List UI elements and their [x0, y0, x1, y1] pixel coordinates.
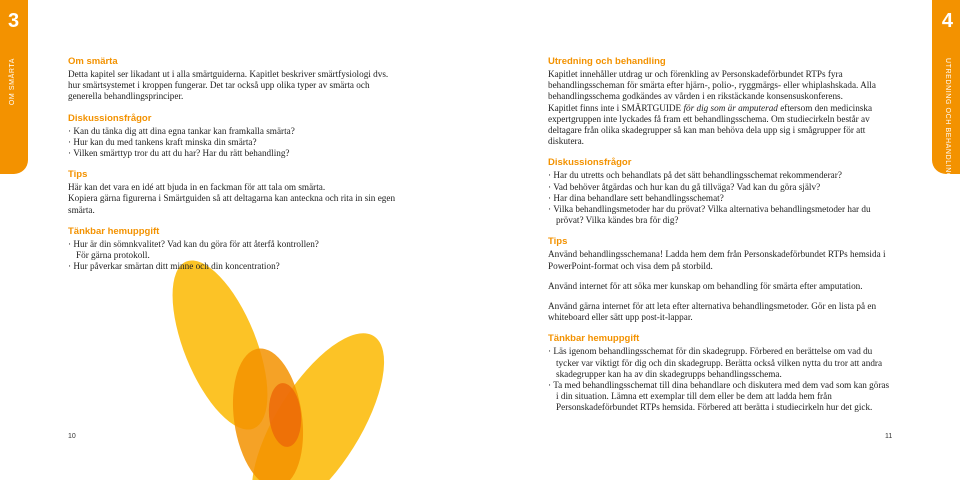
- left-column: [68, 56, 398, 282]
- page-number-right: 11: [885, 433, 893, 440]
- right-tips-text-3: Använd gärna internet för att leta efter alternativa behandlingsmetoder. Gör en lista på en whiteboard eller sätt upp post-it-lappar.: [548, 301, 877, 323]
- left-tips-text-2: Kopiera gärna figurerna i Smärtguiden så att deltagarna kan anteckna och rita in sin egen smärta.: [68, 193, 396, 215]
- chapter-label-right: UTREDNING OCH BEHANDLING: [944, 58, 951, 179]
- chapter-number-left: 3: [8, 10, 20, 32]
- list-item: · Hur påverkar smärtan ditt minne och din koncentration?: [68, 261, 398, 272]
- list-item: · Har du utretts och behandlats på det sätt behandlingsschemat rekommenderar?: [548, 170, 893, 181]
- left-discussion-list: [68, 126, 398, 160]
- left-homework-section: [68, 226, 398, 273]
- list-item: · Kan du tänka dig att dina egna tankar kan framkalla smärta?: [68, 126, 398, 137]
- left-tips-text-1: Här kan det vara en idé att bjuda in en fackman för att tala om smärta.: [68, 182, 326, 193]
- chapter-tab-right: [932, 0, 960, 179]
- right-tips-heading: Tips: [548, 236, 568, 248]
- utredning-text-2-start: Kapitlet finns inte i SMÄRTGUIDE: [548, 102, 684, 113]
- list-item: · Läs igenom behandlingsschemat för din skadegrupp. Förbered en berättelse om vad du tycker var viktigt för dig och din skadegrupp. Berätta också vilken nytta du tror att andra skadegrupper kan ha av din skadegrupps behandlingsschema.: [548, 346, 893, 380]
- utredning-heading: Utredning och behandling: [548, 56, 666, 67]
- list-item: · Hur kan du med tankens kraft minska din smärta?: [68, 137, 398, 148]
- right-homework-section: [548, 333, 893, 413]
- chapter-label-left: OM SMÄRTA: [9, 58, 16, 106]
- list-item: · Har dina behandlare sett behandlingsschemat?: [548, 193, 893, 204]
- right-homework-list: [548, 346, 893, 413]
- petal-illustration: [140, 250, 480, 480]
- utredning-text-2-italic: för dig som är amputerad: [683, 102, 778, 113]
- chapter-number-right: 4: [941, 10, 953, 32]
- left-homework-heading: Tänkbar hemuppgift: [68, 225, 160, 237]
- left-tips-section: [68, 169, 398, 216]
- right-tips-text-2: Använd internet för att söka mer kunskap om behandling för smärta efter amputation.: [548, 280, 863, 291]
- left-discussion-heading: Diskussionsfrågor: [68, 112, 152, 124]
- right-discussion-heading: Diskussionsfrågor: [548, 157, 632, 169]
- right-column: [548, 56, 893, 424]
- list-item: · Ta med behandlingsschemat till dina behandlare och diskutera med dem vad som kan göras i din situation. Lämna ett exemplar till dem eller be dem att ladda hem från Personskadeförbundet RTPs hemsida. Förbered att berätta i studiecirkeln hur det gick.: [548, 380, 893, 414]
- left-tips-heading: Tips: [68, 169, 88, 181]
- page-number-left: 10: [68, 433, 76, 440]
- om-smarta-text: Detta kapitel ser likadant ut i alla smärtguiderna. Kapitlet beskriver smärtfysiologi dvs. hur smärtsystemet i kroppen fungerar. Det tar också upp olika typer av smärta och generella behandlingsprinciper.: [68, 69, 389, 102]
- right-tips-text-1: Använd behandlingsschemana! Ladda hem dem från Personskadeförbundet RTPs hemsida i PowerPoint-format och visa dem på storbild.: [548, 249, 886, 271]
- left-homework-list: [68, 239, 398, 273]
- list-item: · Vilken smärttyp tror du att du har? Har du rätt behandling?: [68, 148, 398, 159]
- om-smarta-section: [68, 56, 398, 103]
- om-smarta-heading: Om smärta: [68, 56, 118, 67]
- utredning-text-2: [548, 103, 893, 148]
- utredning-text-1: Kapitlet innehåller utdrag ur och förenkling av Personskadeförbundet RTPs fyra behandlingsscheman för smärta efter hjärn-, polio-, ryggmärgs- eller whiplashskada. Alla behandlingsschema godkändes av vården i en rikstäckande konsensuskonferens.: [548, 69, 876, 102]
- left-discussion-section: [68, 113, 398, 160]
- chapter-tab-left: [0, 0, 28, 174]
- right-tips-section: [548, 236, 893, 323]
- right-discussion-list: [548, 170, 893, 226]
- utredning-text-2-end: eftersom den medicinska expertgruppen inte lyckades få fram ett behandlingsschema. Om studiecirkeln består av deltagare från olika skadegrupper så kan man behöva dela upp sig i smågrupper för att diskutera.: [548, 102, 873, 147]
- homework-item-1: Hur är din sömnkvalitet? Vad kan du göra för att återfå kontrollen?: [73, 238, 319, 249]
- right-discussion-section: [548, 157, 893, 226]
- list-item: · Vad behöver åtgärdas och hur kan du gå tillväga? Vad kan du göra själv?: [548, 182, 893, 193]
- right-homework-heading: Tänkbar hemuppgift: [548, 333, 640, 345]
- list-item: [68, 239, 398, 261]
- list-item: · Vilka behandlingsmetoder har du prövat? Vilka alternativa behandlingsmetoder har du prövat? Vilka kändes bra för dig?: [548, 204, 893, 226]
- utredning-section: [548, 56, 893, 147]
- homework-item-1-cont: För gärna protokoll.: [76, 250, 150, 261]
